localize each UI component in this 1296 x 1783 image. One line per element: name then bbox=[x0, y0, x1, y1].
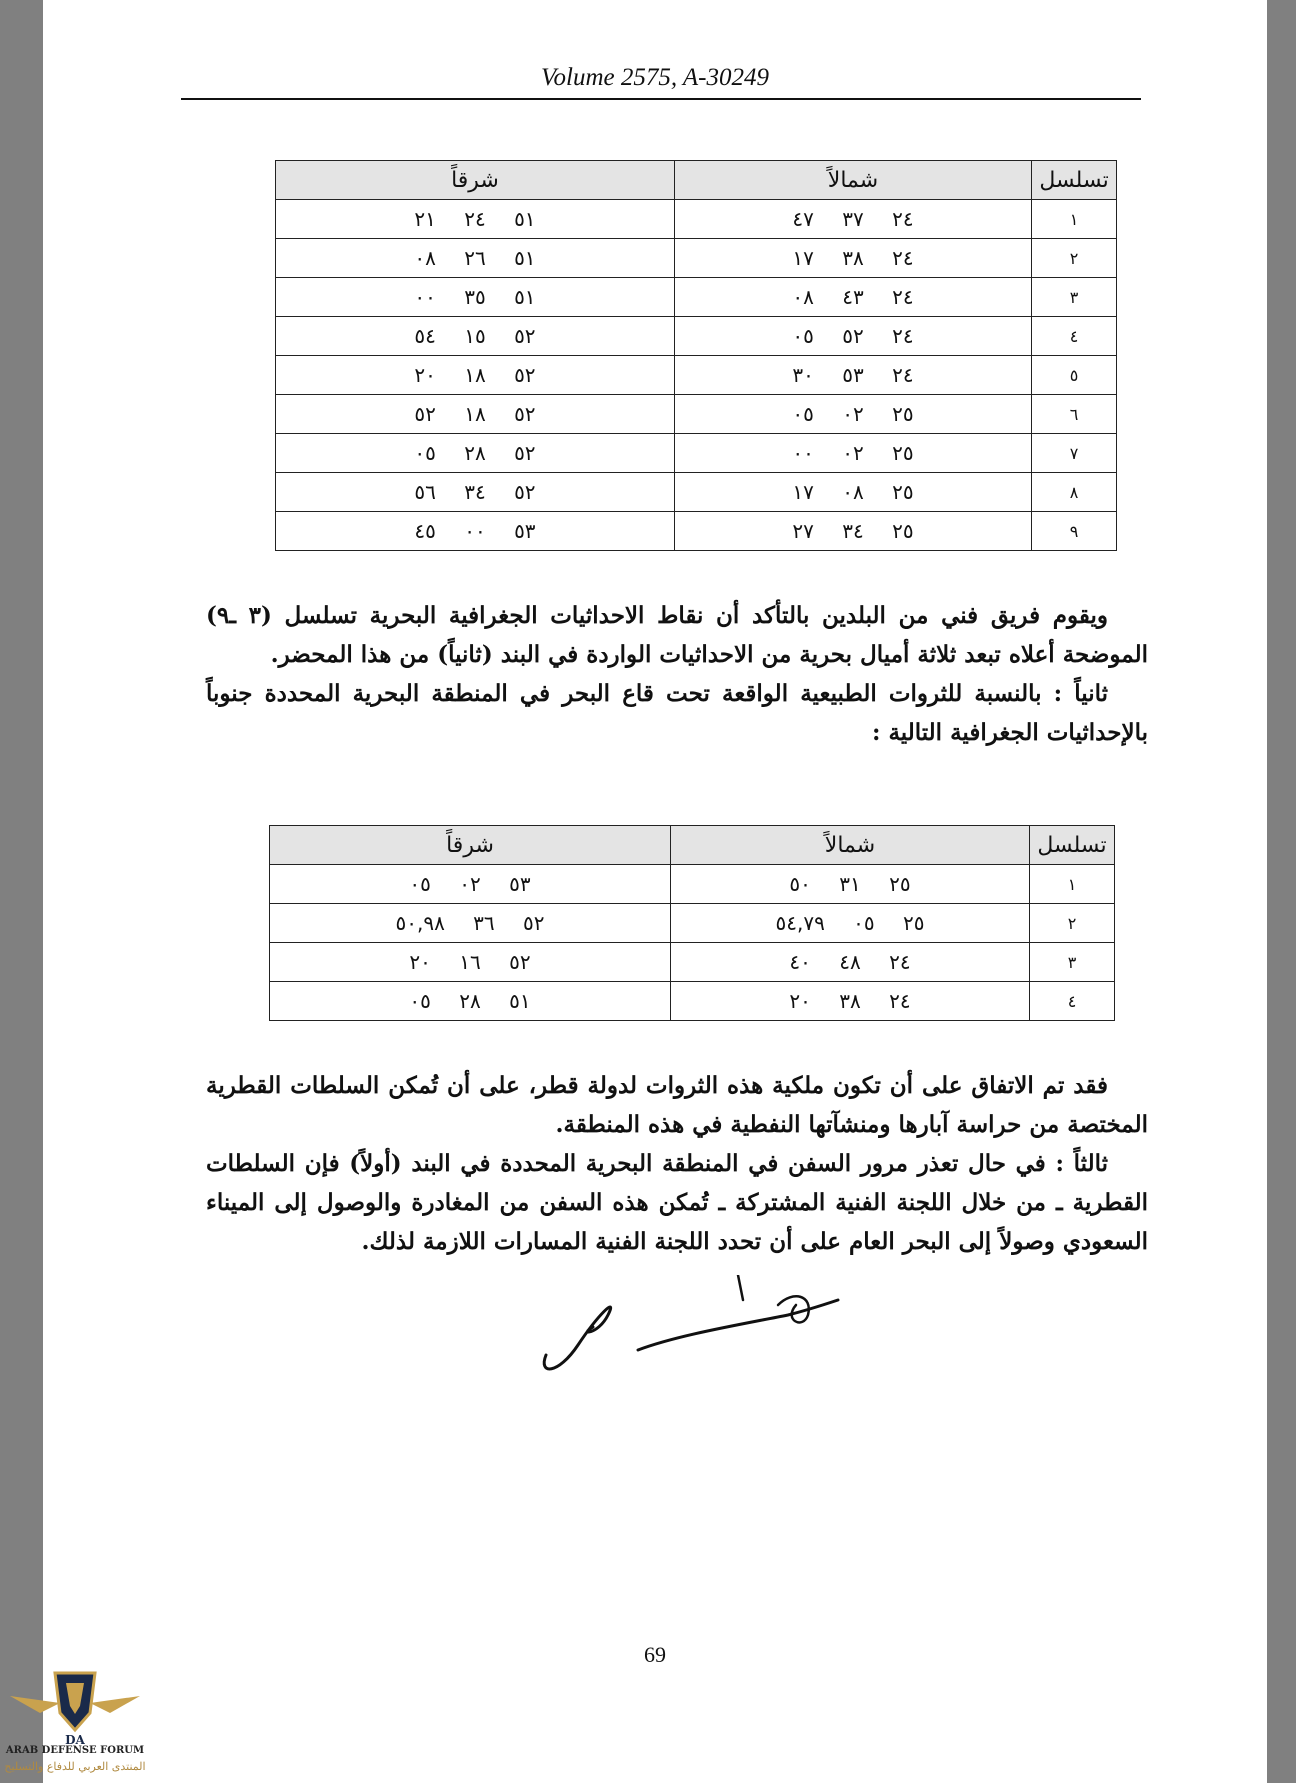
north-cell: ٢٤ ٤٨ ٤٠ bbox=[671, 943, 1030, 982]
east-cell: ٥٣ ٠٢ ٠٥ bbox=[270, 865, 671, 904]
table-row bbox=[276, 200, 1117, 239]
north-cell: ٢٥ ٠٢ ٠٥ bbox=[674, 395, 1031, 434]
paragraph-block-1 bbox=[206, 596, 1148, 752]
east-cell: ٥٢ ٣٦ ٥٠,٩٨ bbox=[270, 904, 671, 943]
table-row bbox=[270, 904, 1115, 943]
logo-text-ar: المنتدى العربي للدفاع والتسليح bbox=[4, 1760, 146, 1773]
north-cell: ٢٥ ٣١ ٥٠ bbox=[671, 865, 1030, 904]
paragraph-text: ثانياً : بالنسبة للثروات الطبيعية الواقعة تحت قاع البحر في المنطقة البحرية المحددة جنوباً بالإحداثيات الجغرافية التالية : bbox=[206, 680, 1148, 746]
forum-logo bbox=[0, 1668, 150, 1783]
east-cell: ٥٢ ٣٤ ٥٦ bbox=[276, 473, 675, 512]
paragraph-text: ويقوم فريق فني من البلدين بالتأكد أن نقاط الاحداثيات الجغرافية البحرية تسلسل (٣ ـ٩) الموضحة أعلاه تبعد ثلاثة أميال بحرية من الاحداثيات الواردة في البند (ثانياً) من هذا المحضر. bbox=[206, 602, 1148, 668]
table-row bbox=[270, 865, 1115, 904]
table-row bbox=[276, 395, 1117, 434]
header-east: شرقاً bbox=[276, 161, 675, 200]
table-row bbox=[276, 512, 1117, 551]
table-row bbox=[276, 278, 1117, 317]
seq-cell: ٥ bbox=[1032, 356, 1117, 395]
north-cell: ٢٤ ٣٨ ١٧ bbox=[674, 239, 1031, 278]
east-cell: ٥٣ ٠٠ ٤٥ bbox=[276, 512, 675, 551]
paragraph-block-2 bbox=[206, 1066, 1148, 1261]
header-north: شمالاً bbox=[674, 161, 1031, 200]
north-cell: ٢٥ ٠٢ ٠٠ bbox=[674, 434, 1031, 473]
seq-cell: ٤ bbox=[1032, 317, 1117, 356]
seq-cell: ٩ bbox=[1032, 512, 1117, 551]
header-seq: تسلسل bbox=[1030, 826, 1115, 865]
page-number: 69 bbox=[644, 1642, 666, 1667]
north-cell: ٢٤ ٤٣ ٠٨ bbox=[674, 278, 1031, 317]
seq-cell: ٣ bbox=[1032, 278, 1117, 317]
east-cell: ٥١ ٢٤ ٢١ bbox=[276, 200, 675, 239]
east-cell: ٥٢ ١٨ ٥٢ bbox=[276, 395, 675, 434]
logo-emblem-icon bbox=[0, 1668, 150, 1748]
header-east: شرقاً bbox=[270, 826, 671, 865]
east-cell: ٥١ ٣٥ ٠٠ bbox=[276, 278, 675, 317]
handwritten-signature bbox=[538, 1275, 858, 1385]
seq-cell: ٤ bbox=[1030, 982, 1115, 1021]
paragraph-text: فقد تم الاتفاق على أن تكون ملكية هذه الثروات لدولة قطر، على أن تُمكن السلطات القطرية المختصة من حراسة آبارها ومنشآتها النفطية في هذه المنطقة. bbox=[206, 1072, 1148, 1138]
header-divider bbox=[181, 98, 1141, 100]
east-cell: ٥١ ٢٦ ٠٨ bbox=[276, 239, 675, 278]
east-cell: ٥٢ ١٨ ٢٠ bbox=[276, 356, 675, 395]
north-cell: ٢٤ ٥٢ ٠٥ bbox=[674, 317, 1031, 356]
north-cell: ٢٤ ٥٣ ٣٠ bbox=[674, 356, 1031, 395]
seq-cell: ١ bbox=[1030, 865, 1115, 904]
table-row bbox=[276, 473, 1117, 512]
east-cell: ٥٢ ٢٨ ٠٥ bbox=[276, 434, 675, 473]
north-cell: ٢٤ ٣٨ ٢٠ bbox=[671, 982, 1030, 1021]
seq-cell: ٧ bbox=[1032, 434, 1117, 473]
coordinates-table-2 bbox=[269, 825, 1115, 1021]
north-cell: ٢٥ ٣٤ ٢٧ bbox=[674, 512, 1031, 551]
logo-text-en: ARAB DEFENSE FORUM bbox=[5, 1745, 145, 1756]
paragraph-text: ثالثاً : في حال تعذر مرور السفن في المنطقة البحرية المحددة في البند (أولاً) فإن السلطات القطرية ـ من خلال اللجنة الفنية المشتركة ـ تُمكن هذه السفن من المغادرة والوصول إلى الميناء السعودي وصولاً إلى البحر العام على أن تحدد اللجنة الفنية المسارات اللازمة لذلك. bbox=[206, 1150, 1148, 1255]
north-cell: ٢٥ ٠٥ ٥٤,٧٩ bbox=[671, 904, 1030, 943]
document-page bbox=[43, 0, 1267, 1783]
seq-cell: ٣ bbox=[1030, 943, 1115, 982]
table-row bbox=[270, 943, 1115, 982]
volume-header: Volume 2575, A-30249 bbox=[541, 64, 769, 91]
seq-cell: ٨ bbox=[1032, 473, 1117, 512]
table-row bbox=[276, 356, 1117, 395]
east-cell: ٥٢ ١٥ ٥٤ bbox=[276, 317, 675, 356]
coordinates-table-1 bbox=[275, 160, 1117, 551]
table-row bbox=[270, 982, 1115, 1021]
header-north: شمالاً bbox=[671, 826, 1030, 865]
north-cell: ٢٤ ٣٧ ٤٧ bbox=[674, 200, 1031, 239]
east-cell: ٥٢ ١٦ ٢٠ bbox=[270, 943, 671, 982]
header-seq: تسلسل bbox=[1032, 161, 1117, 200]
table-row bbox=[276, 434, 1117, 473]
seq-cell: ٦ bbox=[1032, 395, 1117, 434]
seq-cell: ٢ bbox=[1030, 904, 1115, 943]
logo-monogram: DA bbox=[65, 1733, 85, 1747]
seq-cell: ١ bbox=[1032, 200, 1117, 239]
east-cell: ٥١ ٢٨ ٠٥ bbox=[270, 982, 671, 1021]
table-row bbox=[276, 317, 1117, 356]
table-row bbox=[276, 239, 1117, 278]
north-cell: ٢٥ ٠٨ ١٧ bbox=[674, 473, 1031, 512]
seq-cell: ٢ bbox=[1032, 239, 1117, 278]
